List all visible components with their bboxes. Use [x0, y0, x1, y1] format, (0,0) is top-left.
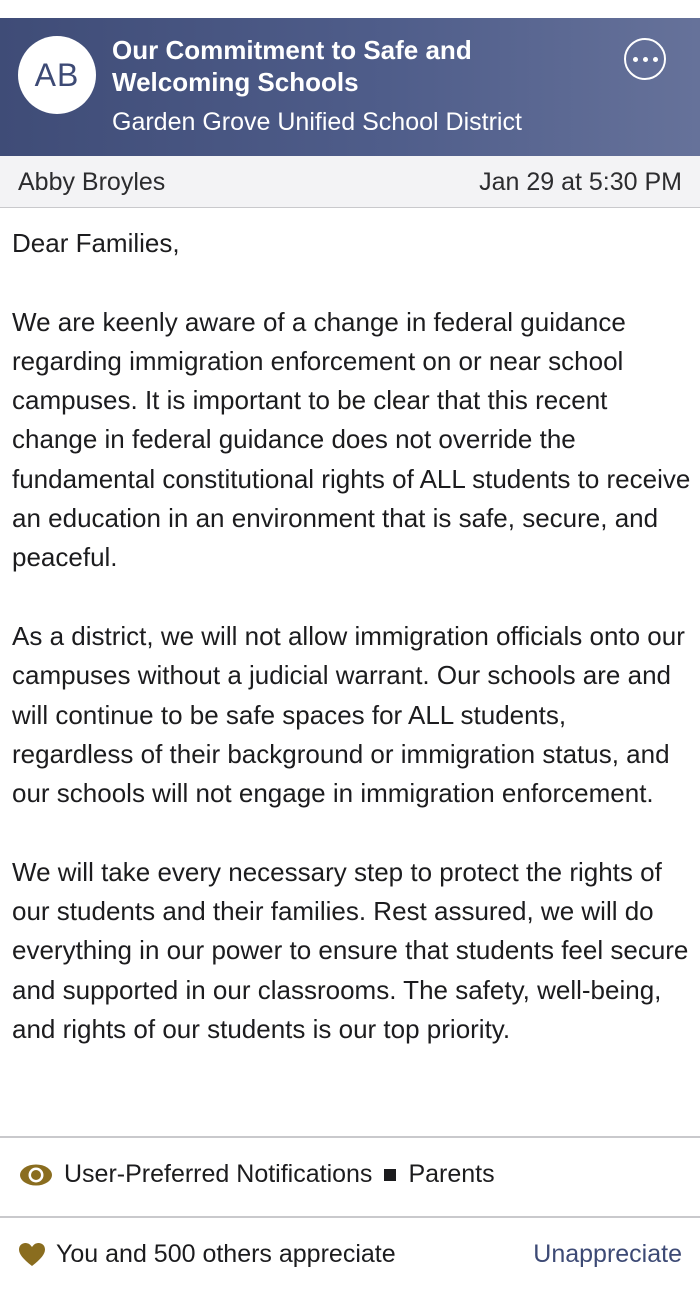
heart-icon	[18, 1242, 46, 1268]
message-paragraph: As a district, we will not allow immigration officials onto our campuses without a judicial warrant. Our schools are and will continue to be safe spaces for ALL students, regardless of their background or immigration status, and our schools will not engage in immigration enforcement.	[12, 620, 685, 809]
avatar[interactable]: AB	[18, 36, 96, 114]
message-paragraph: We are keenly aware of a change in federal guidance regarding immigration enforcement on or near school campuses. It is important to be clear that this recent change in federal guidance does not override the fundamental constitutional rights of ALL students to receive an education in an environment that is safe, secure, and peaceful.	[12, 306, 691, 573]
organization-name: Garden Grove Unified School District	[112, 108, 522, 136]
message-header	[0, 18, 700, 156]
message-paragraph: We will take every necessary step to protect the rights of our students and their families. Rest assured, we will do everything in our power to ensure that students feel secure and supported in our classrooms. The safety, well-being, and rights of our students is our top priority.	[12, 856, 689, 1044]
message-body	[12, 224, 692, 1049]
message-title: Our Commitment to Safe and Welcoming Schools	[112, 35, 472, 97]
appreciation-count: You and 500 others appreciate	[56, 1240, 396, 1268]
divider	[0, 1216, 700, 1218]
appreciation-info	[18, 1240, 396, 1269]
delivery-method: User-Preferred Notifications	[64, 1160, 373, 1188]
author-name: Abby Broyles	[18, 168, 166, 196]
message-meta	[0, 156, 700, 208]
greeting: Dear Families,	[12, 228, 180, 258]
more-options-button[interactable]	[624, 38, 666, 80]
unappreciate-button[interactable]: Unappreciate	[533, 1240, 682, 1268]
timestamp: Jan 29 at 5:30 PM	[479, 168, 682, 196]
audience-info	[18, 1160, 495, 1189]
separator-square-icon	[384, 1169, 396, 1181]
eye-icon	[18, 1163, 54, 1187]
audience-group: Parents	[408, 1160, 495, 1188]
more-options-icon	[633, 57, 638, 62]
divider	[0, 1136, 700, 1138]
